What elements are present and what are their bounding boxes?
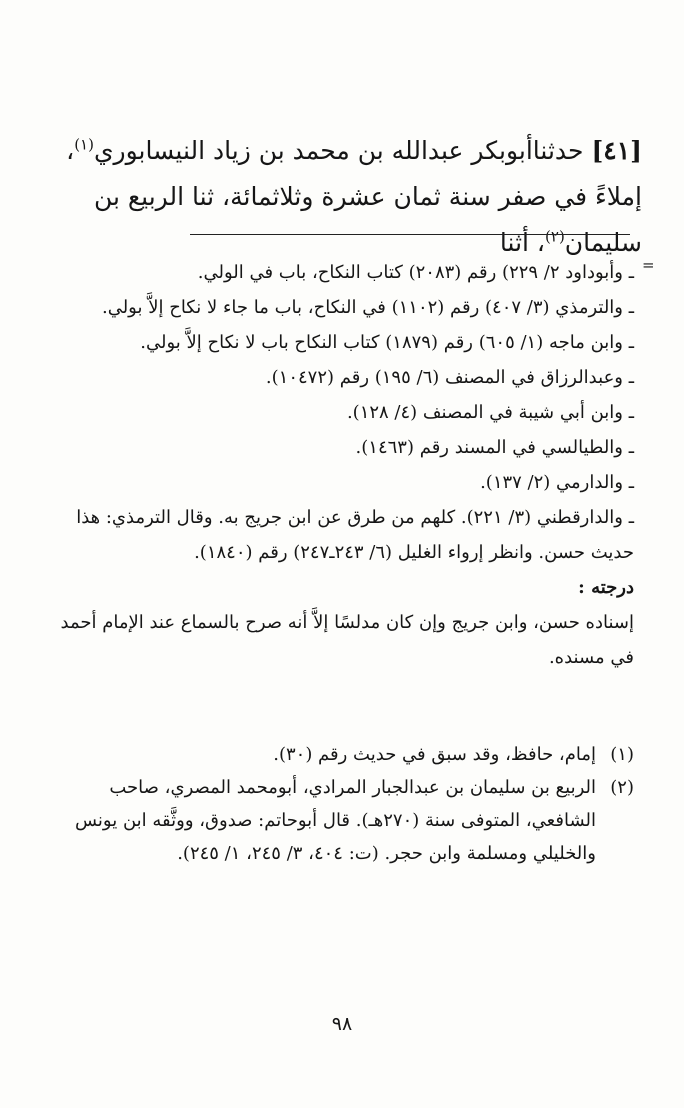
footnote-ref-1: (١) [74, 135, 94, 154]
takhrij-line: ـ وأبوداود ٢/ ٢٢٩) رقم (٢٠٨٣) كتاب النكاح، باب في الولي. [197, 262, 634, 283]
footnote-number: (٢) [610, 777, 634, 798]
takhrij-line: ـ وابن أبي شيبة في المصنف (٤/ ١٢٨). [346, 402, 634, 423]
takhrij-line: ـ وعبدالرزاق في المصنف (٦/ ١٩٥) رقم (١٠٤٧٢). [265, 367, 634, 388]
takhrij-line: ـ والدارقطني (٣/ ٢٢١). كلهم من طرق عن ابن جريج به. وقال الترمذي: هذا حديث حسن. وانظر إرواء الغليل (٦/ ٢٤٣ـ٢٤٧) رقم (١٨٤٠). [76, 507, 634, 563]
footnote-number: (١) [610, 744, 634, 765]
footnote-ref-2: (٢) [545, 227, 565, 246]
grade-heading: درجته : [578, 577, 634, 598]
takhrij-line: ـ والترمذي (٣/ ٤٠٧) رقم (١١٠٢) في النكاح، باب ما جاء لا نكاح إلاَّ بولي. [101, 297, 634, 318]
footnote-item [49, 771, 634, 870]
takhrij-notes [49, 255, 634, 675]
takhrij-line: ـ وابن ماجه (١/ ٦٠٥) رقم (١٨٧٩) كتاب النكاح باب لا نكاح إلاَّ بولي. [140, 332, 634, 353]
grade-text: إسناده حسن، وابن جريج وإن كان مدلسًا إلاَّ أنه صرح بالسماع عند الإمام أحمد في مسنده. [60, 612, 634, 668]
takhrij-line: ـ والدارمي (٢/ ١٣٧). [480, 472, 634, 493]
hadith-text-part3: ، أثنا [499, 228, 546, 257]
hadith-number: [٤١] [591, 136, 642, 165]
takhrij-line: ـ والطيالسي في المسند رقم (١٤٦٣). [355, 437, 634, 458]
footnote-item [49, 738, 634, 771]
footnote-text: الربيع بن سليمان بن عبدالجبار المرادي، أبومحمد المصري، صاحب الشافعي، المتوفى سنة (٢٧٠هـ). قال أبوحاتم: صدوق، ووثَّقه ابن يونس والخليلي ومسلمة وابن حجر. (ت: ٤٠٤، ٣/ ٢٤٥، ١/ ٢٤٥). [74, 777, 596, 864]
hadith-text-part2: ، إملاءً في صفر سنة ثمان عشرة وثلاثمائة، ثنا الربيع بن سليمان [66, 136, 642, 257]
page-number: ٩٨ [331, 1013, 353, 1035]
footnote-divider [190, 234, 630, 235]
footnote-text: إمام، حافظ، وقد سبق في حديث رقم (٣٠). [273, 744, 596, 765]
hadith-text [42, 128, 642, 266]
hadith-text-part1: حدثناأبوبكر عبدالله بن محمد بن زياد النيسابوري [93, 136, 584, 165]
footnotes [49, 738, 634, 870]
continuation-mark: = [642, 256, 655, 274]
